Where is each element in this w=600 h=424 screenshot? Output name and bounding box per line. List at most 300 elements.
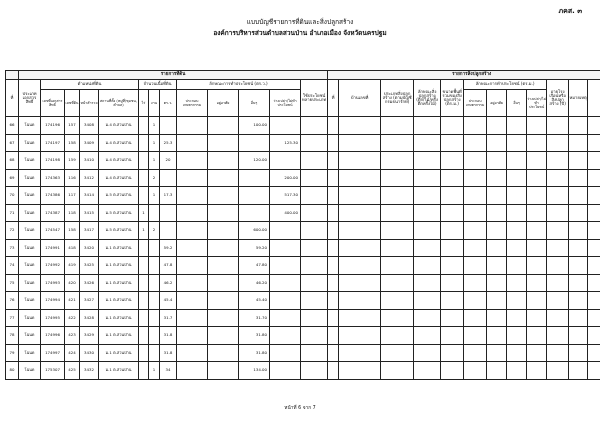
empty-cell — [569, 362, 588, 380]
empty-cell — [339, 239, 381, 257]
cell-vacant — [270, 327, 301, 345]
cell-deed: 174197 — [41, 134, 65, 152]
empty-cell — [339, 344, 381, 362]
empty-cell — [381, 117, 414, 135]
cell-wa — [160, 204, 177, 222]
empty-cell — [339, 117, 381, 135]
cell-agri — [177, 204, 208, 222]
cell-rai — [139, 309, 149, 327]
cell-land: 158 — [65, 134, 80, 152]
empty-cell — [464, 274, 487, 292]
empty-cell — [547, 134, 569, 152]
cell-seq: 70 — [6, 187, 19, 205]
cell-wa — [160, 169, 177, 187]
empty-cell — [569, 152, 588, 170]
empty-cell — [588, 117, 600, 135]
empty-cell — [527, 187, 547, 205]
form-code: ภคส. ๓ — [558, 7, 582, 15]
empty-cell — [527, 169, 547, 187]
col-rai: ไร่ — [139, 90, 149, 117]
cell-agri — [177, 309, 208, 327]
cell-type: โฉนด — [19, 309, 41, 327]
cell-other: 600.00 — [239, 222, 270, 240]
cell-land: 118 — [65, 204, 80, 222]
cell-survey: 3420 — [80, 239, 99, 257]
empty-cell — [441, 169, 464, 187]
col-ngan: งาน — [149, 90, 160, 117]
cell-type: โฉนด — [19, 344, 41, 362]
cell-other — [239, 187, 270, 205]
empty-cell — [414, 239, 441, 257]
cell-resid — [208, 169, 239, 187]
cell-seq: 72 — [6, 222, 19, 240]
empty-cell — [588, 187, 600, 205]
table-row — [6, 274, 600, 292]
col-mixed: ใช้ประโยชน์หลายประเภท — [301, 80, 328, 117]
empty-cell — [328, 274, 339, 292]
cell-survey: 3430 — [80, 344, 99, 362]
empty-cell — [464, 152, 487, 170]
document-title: แบบบัญชีรายการที่ดินและสิ่งปลูกสร้าง — [246, 18, 354, 26]
cell-agri — [177, 292, 208, 310]
cell-loc: ม.5 ต.สวนป่าน — [99, 187, 139, 205]
empty-cell — [487, 239, 507, 257]
cell-survey: 3417 — [80, 222, 99, 240]
empty-cell — [569, 134, 588, 152]
empty-cell — [328, 204, 339, 222]
cell-ngan: 1 — [149, 117, 160, 135]
empty-cell — [507, 327, 527, 345]
cell-type: โฉนด — [19, 222, 41, 240]
cell-ngan — [149, 257, 160, 275]
cell-ngan: 1 — [149, 152, 160, 170]
col-building-agri: ประกอบเกษตรกรรม — [464, 90, 487, 117]
empty-cell — [328, 222, 339, 240]
empty-cell — [588, 134, 600, 152]
cell-deed: 174363 — [41, 169, 65, 187]
empty-cell — [339, 362, 381, 380]
cell-wa: 31.8 — [160, 327, 177, 345]
cell-deed: 174992 — [41, 257, 65, 275]
cell-rai — [139, 152, 149, 170]
cell-wa: 25.3 — [160, 134, 177, 152]
empty-cell — [588, 274, 600, 292]
empty-cell — [328, 362, 339, 380]
cell-type: โฉนด — [19, 187, 41, 205]
empty-cell — [301, 362, 328, 380]
cell-rai — [139, 292, 149, 310]
empty-cell — [339, 257, 381, 275]
empty-cell — [441, 274, 464, 292]
cell-wa: 17.3 — [160, 187, 177, 205]
cell-deed: 174198 — [41, 152, 65, 170]
cell-rai — [139, 187, 149, 205]
empty-cell — [464, 134, 487, 152]
empty-cell — [527, 327, 547, 345]
cell-vacant — [270, 362, 301, 380]
empty-cell — [381, 274, 414, 292]
cell-wa: 46.2 — [160, 274, 177, 292]
empty-cell — [569, 187, 588, 205]
cell-vacant — [270, 152, 301, 170]
empty-cell — [588, 169, 600, 187]
empty-cell — [547, 309, 569, 327]
cell-survey: 3414 — [80, 187, 99, 205]
cell-seq: 73 — [6, 239, 19, 257]
empty-cell — [414, 152, 441, 170]
cell-type: โฉนด — [19, 257, 41, 275]
empty-cell — [527, 222, 547, 240]
col-building-resid: อยู่อาศัย — [487, 90, 507, 117]
cell-vacant — [270, 309, 301, 327]
empty-cell — [301, 239, 328, 257]
cell-seq: 78 — [6, 327, 19, 345]
cell-other: 46.20 — [239, 274, 270, 292]
empty-cell — [507, 152, 527, 170]
empty-cell — [507, 134, 527, 152]
col-seq: ที่ — [6, 80, 19, 117]
cell-agri — [177, 257, 208, 275]
cell-other: 134.00 — [239, 362, 270, 380]
cell-vacant — [270, 117, 301, 135]
cell-vacant — [270, 344, 301, 362]
table-row — [6, 257, 600, 275]
cell-ngan — [149, 344, 160, 362]
land-usage-header: ลักษณะการทำประโยชน์ (ตร.ว.) — [177, 80, 301, 90]
empty-cell — [339, 222, 381, 240]
empty-cell — [507, 117, 527, 135]
col-building-age: อายุโรงเรือนหรือสิ่งปลูกสร้าง (ปี) — [547, 80, 569, 117]
cell-vacant — [270, 222, 301, 240]
cell-agri — [177, 169, 208, 187]
table-body — [6, 117, 600, 380]
empty-cell — [381, 239, 414, 257]
empty-cell — [588, 239, 600, 257]
empty-cell — [464, 344, 487, 362]
cell-resid — [208, 117, 239, 135]
empty-cell — [547, 292, 569, 310]
cell-rai — [139, 239, 149, 257]
empty-cell — [441, 257, 464, 275]
empty-cell — [441, 222, 464, 240]
empty-cell — [527, 292, 547, 310]
cell-type: โฉนด — [19, 152, 41, 170]
empty-cell — [328, 292, 339, 310]
cell-loc: ม.4 ต.สวนป่าน — [99, 117, 139, 135]
cell-ngan: 1 — [149, 134, 160, 152]
empty-cell — [588, 362, 600, 380]
empty-cell — [487, 274, 507, 292]
cell-resid — [208, 309, 239, 327]
empty-cell — [441, 187, 464, 205]
cell-loc: ม.4 ต.สวนป่าน — [99, 134, 139, 152]
cell-land: 158 — [65, 222, 80, 240]
empty-cell — [507, 309, 527, 327]
empty-cell — [301, 152, 328, 170]
cell-seq: 79 — [6, 344, 19, 362]
cell-survey: 3426 — [80, 274, 99, 292]
cell-rai — [139, 327, 149, 345]
empty-cell — [547, 152, 569, 170]
table-row — [6, 134, 600, 152]
empty-cell — [414, 169, 441, 187]
cell-seq: 71 — [6, 204, 19, 222]
empty-cell — [328, 152, 339, 170]
empty-cell — [547, 327, 569, 345]
empty-cell — [569, 222, 588, 240]
empty-cell — [527, 309, 547, 327]
empty-cell — [441, 309, 464, 327]
cell-ngan — [149, 204, 160, 222]
cell-agri — [177, 152, 208, 170]
cell-survey: 3427 — [80, 292, 99, 310]
cell-land: 116 — [65, 169, 80, 187]
cell-resid — [208, 344, 239, 362]
cell-seq: 66 — [6, 117, 19, 135]
empty-cell — [441, 152, 464, 170]
cell-loc: ม.4 ต.สวนป่าน — [99, 152, 139, 170]
cell-loc: ม.1 ต.สวนป่าน — [99, 309, 139, 327]
empty-cell — [414, 134, 441, 152]
cell-ngan — [149, 292, 160, 310]
empty-cell — [464, 239, 487, 257]
col-location: สถานที่ตั้ง (หมู่ที่/ชุมชน, ตำบล) — [99, 90, 139, 117]
table-row — [6, 152, 600, 170]
cell-wa: 45.4 — [160, 292, 177, 310]
empty-cell — [339, 309, 381, 327]
cell-resid — [208, 204, 239, 222]
cell-land: 157 — [65, 117, 80, 135]
empty-cell — [301, 292, 328, 310]
empty-cell — [569, 117, 588, 135]
cell-deed: 174386 — [41, 187, 65, 205]
empty-cell — [301, 222, 328, 240]
empty-cell — [547, 344, 569, 362]
empty-cell — [464, 309, 487, 327]
cell-rai — [139, 344, 149, 362]
cell-type: โฉนด — [19, 169, 41, 187]
cell-loc: ม.1 ต.สวนป่าน — [99, 257, 139, 275]
empty-cell — [328, 134, 339, 152]
empty-cell — [547, 222, 569, 240]
empty-cell — [414, 222, 441, 240]
cell-ngan — [149, 274, 160, 292]
cell-land: 117 — [65, 187, 80, 205]
empty-cell — [441, 239, 464, 257]
group-land-header: รายการที่ดิน — [19, 71, 328, 80]
table-row — [6, 344, 600, 362]
cell-type: โฉนด — [19, 117, 41, 135]
empty-cell — [441, 204, 464, 222]
empty-cell — [547, 169, 569, 187]
empty-cell — [507, 257, 527, 275]
cell-resid — [208, 292, 239, 310]
table-row — [6, 362, 600, 380]
empty-cell — [301, 274, 328, 292]
empty-cell — [588, 309, 600, 327]
col-note: หมายเหตุ — [569, 80, 588, 117]
empty-cell — [487, 152, 507, 170]
table-row — [6, 292, 600, 310]
cell-rai — [139, 362, 149, 380]
empty-cell — [527, 117, 547, 135]
cell-survey: 3408 — [80, 117, 99, 135]
cell-deed: 174994 — [41, 292, 65, 310]
cell-deed: 175307 — [41, 362, 65, 380]
empty-cell — [381, 362, 414, 380]
cell-resid — [208, 274, 239, 292]
cell-resid — [208, 152, 239, 170]
empty-cell — [464, 204, 487, 222]
cell-vacant — [270, 274, 301, 292]
empty-cell — [414, 327, 441, 345]
cell-vacant: 125.30 — [270, 134, 301, 152]
cell-ngan: 1 — [149, 362, 160, 380]
empty-cell — [328, 309, 339, 327]
empty-cell — [339, 187, 381, 205]
cell-vacant: 400.00 — [270, 204, 301, 222]
empty-cell — [507, 222, 527, 240]
empty-cell — [414, 187, 441, 205]
table-row — [6, 222, 600, 240]
cell-agri — [177, 222, 208, 240]
cell-agri — [177, 187, 208, 205]
empty-cell — [547, 187, 569, 205]
cell-type: โฉนด — [19, 362, 41, 380]
empty-cell — [328, 239, 339, 257]
empty-cell — [569, 239, 588, 257]
empty-cell — [588, 222, 600, 240]
table-row — [6, 239, 600, 257]
empty-cell — [507, 274, 527, 292]
col-building-size: ขนาดพื้นที่รวมของสิ่งปลูกสร้าง (ตร.ม.) — [441, 80, 464, 117]
cell-rai — [139, 117, 149, 135]
cell-seq: 68 — [6, 152, 19, 170]
empty-cell — [487, 204, 507, 222]
cell-other: 59.20 — [239, 239, 270, 257]
empty-cell — [547, 362, 569, 380]
col-building-vacant: ว่างเปล่า/ไม่ทำประโยชน์ — [527, 90, 547, 117]
cell-survey: 3410 — [80, 152, 99, 170]
empty-cell — [441, 344, 464, 362]
empty-cell — [441, 117, 464, 135]
cell-land: 423 — [65, 327, 80, 345]
cell-survey: 3428 — [80, 309, 99, 327]
empty-cell — [507, 239, 527, 257]
empty-cell — [381, 134, 414, 152]
cell-deed: 174995 — [41, 309, 65, 327]
empty-cell — [339, 134, 381, 152]
empty-cell — [301, 187, 328, 205]
empty-cell — [381, 257, 414, 275]
empty-cell — [487, 344, 507, 362]
col-survey: หน้าสำรวจ — [80, 90, 99, 117]
cell-type: โฉนด — [19, 327, 41, 345]
empty-cell — [301, 204, 328, 222]
cell-wa: 20 — [160, 152, 177, 170]
empty-cell — [547, 257, 569, 275]
empty-cell — [527, 239, 547, 257]
empty-cell — [507, 169, 527, 187]
empty-cell — [381, 152, 414, 170]
empty-cell — [464, 169, 487, 187]
cell-wa: 34 — [160, 362, 177, 380]
cell-other: 120.00 — [239, 152, 270, 170]
table-row — [6, 187, 600, 205]
empty-cell — [464, 362, 487, 380]
col-agri: ประกอบเกษตรกรรม — [177, 90, 208, 117]
empty-cell — [381, 327, 414, 345]
empty-cell — [381, 222, 414, 240]
empty-cell — [414, 362, 441, 380]
empty-cell — [441, 327, 464, 345]
empty-cell — [487, 362, 507, 380]
empty-cell — [328, 169, 339, 187]
empty-cell — [301, 344, 328, 362]
cell-wa: 47.8 — [160, 257, 177, 275]
cell-agri — [177, 274, 208, 292]
empty-cell — [339, 152, 381, 170]
table-row — [6, 169, 600, 187]
cell-wa: 31.8 — [160, 344, 177, 362]
empty-cell — [569, 274, 588, 292]
cell-deed: 174547 — [41, 222, 65, 240]
cell-ngan: 1 — [149, 187, 160, 205]
cell-survey: 3409 — [80, 134, 99, 152]
cell-deed: 174991 — [41, 239, 65, 257]
cell-rai — [139, 274, 149, 292]
cell-seq: 76 — [6, 292, 19, 310]
empty-cell — [527, 152, 547, 170]
cell-seq: 75 — [6, 274, 19, 292]
empty-cell — [547, 239, 569, 257]
cell-type: โฉนด — [19, 134, 41, 152]
cell-land: 425 — [65, 362, 80, 380]
empty-cell — [381, 292, 414, 310]
empty-cell — [381, 204, 414, 222]
cell-vacant — [270, 292, 301, 310]
cell-agri — [177, 362, 208, 380]
cell-other: 45.40 — [239, 292, 270, 310]
empty-cell — [569, 309, 588, 327]
empty-cell — [569, 292, 588, 310]
cell-agri — [177, 239, 208, 257]
empty-cell — [339, 327, 381, 345]
document-subtitle: องค์การบริหารส่วนตำบลสวนป่าน อำเภอเมือง จังหวัดนครปฐม — [213, 29, 387, 37]
cell-rai — [139, 169, 149, 187]
cell-rai — [139, 257, 149, 275]
empty-cell — [301, 117, 328, 135]
cell-wa — [160, 117, 177, 135]
cell-resid — [208, 257, 239, 275]
cell-land: 420 — [65, 274, 80, 292]
empty-cell — [464, 292, 487, 310]
empty-cell — [507, 292, 527, 310]
cell-agri — [177, 117, 208, 135]
empty-cell — [301, 134, 328, 152]
group-building-header: รายการสิ่งปลูกสร้าง — [328, 71, 600, 80]
cell-land: 424 — [65, 344, 80, 362]
cell-land: 421 — [65, 292, 80, 310]
empty-cell — [414, 204, 441, 222]
empty-cell — [414, 257, 441, 275]
cell-rai: 1 — [139, 222, 149, 240]
cell-agri — [177, 327, 208, 345]
empty-cell — [381, 169, 414, 187]
cell-other: 31.80 — [239, 344, 270, 362]
cell-wa: 59.2 — [160, 239, 177, 257]
empty-cell — [464, 327, 487, 345]
